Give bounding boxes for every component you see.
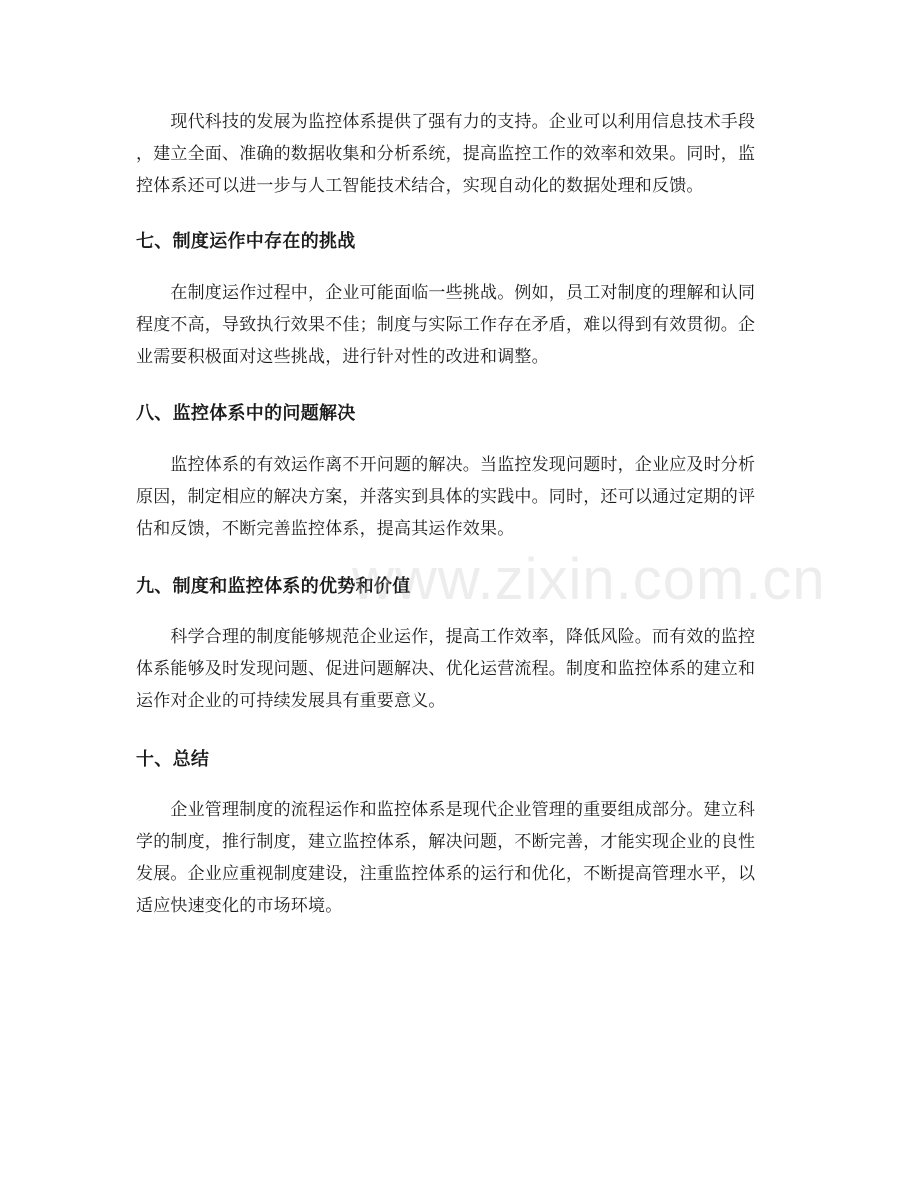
paragraph-line: ，建立全面、准确的数据收集和分析系统，提高监控工作的效率和效果。同时，监 <box>136 144 756 164</box>
watermark: www.zixin.com.cn <box>352 547 826 612</box>
paragraph-line: 估和反馈，不断完善监控体系，提高其运作效果。 <box>136 519 515 539</box>
paragraph-line: 现代科技的发展为监控体系提供了强有力的支持。企业可以利用信息技术手段 <box>136 112 756 132</box>
paragraph-line: 企业管理制度的流程运作和监控体系是现代企业管理的重要组成部分。建立科 <box>136 800 756 820</box>
paragraph-line: 体系能够及时发现问题、促进问题解决、优化运营流程。制度和监控体系的建立和 <box>136 659 756 679</box>
paragraph-line: 学的制度，推行制度，建立监控体系，解决问题，不断完善，才能实现企业的良性 <box>136 832 756 852</box>
paragraph-line: 监控体系的有效运作离不开问题的解决。当监控发现问题时，企业应及时分析 <box>136 455 756 475</box>
paragraph-line: 发展。企业应重视制度建设，注重监控体系的运行和优化，不断提高管理水平，以 <box>136 864 756 884</box>
paragraph-challenges <box>136 277 788 373</box>
paragraph-line: 适应快速变化的市场环境。 <box>136 896 343 916</box>
paragraph-line: 科学合理的制度能够规范企业运作，提高工作效率，降低风险。而有效的监控 <box>136 627 756 647</box>
section-heading-8: 八、监控体系中的问题解决 <box>136 403 356 424</box>
paragraph-line: 业需要积极面对这些挑战，进行针对性的改进和调整。 <box>136 347 549 367</box>
paragraph-advantages <box>136 621 788 717</box>
paragraph-line: 在制度运作过程中，企业可能面临一些挑战。例如，员工对制度的理解和认同 <box>136 283 756 303</box>
paragraph-summary <box>136 794 788 922</box>
paragraph-line: 程度不高，导致执行效果不佳；制度与实际工作存在矛盾，难以得到有效贯彻。企 <box>136 315 756 335</box>
paragraph-line: 运作对企业的可持续发展具有重要意义。 <box>136 691 446 711</box>
paragraph-line: 控体系还可以进一步与人工智能技术结合，实现自动化的数据处理和反馈。 <box>136 176 704 196</box>
paragraph-line: 原因，制定相应的解决方案，并落实到具体的实践中。同时，还可以通过定期的评 <box>136 487 756 507</box>
section-heading-9: 九、制度和监控体系的优势和价值 <box>136 576 411 597</box>
section-heading-10: 十、总结 <box>136 749 210 770</box>
section-heading-7: 七、制度运作中存在的挑战 <box>136 231 356 252</box>
paragraph-problem-solving <box>136 449 788 545</box>
paragraph-modern-tech <box>136 106 788 202</box>
